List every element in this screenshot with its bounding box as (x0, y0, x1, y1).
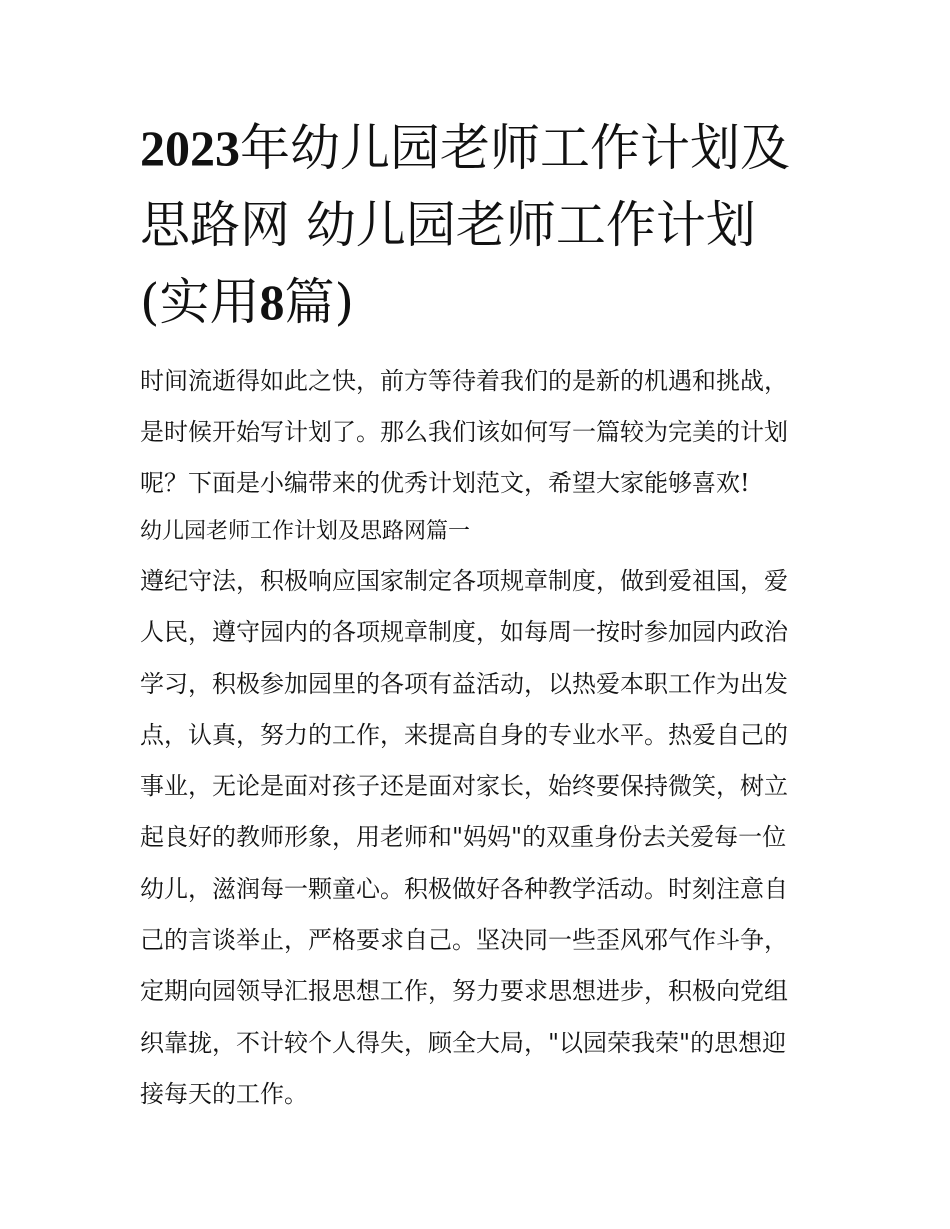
title-year: 2023 (140, 120, 240, 176)
section-heading-text: 幼儿园老师工作计划及思路网篇一 (140, 519, 471, 544)
body-line: 幼儿，滋润每一颗童心。积极做好各种教学活动。时刻注意自 (140, 874, 788, 903)
body-line: 遵纪守法，积极响应国家制定各项规章制度，做到爱祖国，爱 (140, 567, 788, 595)
section-heading (140, 509, 840, 555)
intro-line: 时间流逝得如此之快，前方等待着我们的是新的机遇和挑战， (140, 367, 788, 395)
title-count: 8 (259, 274, 285, 330)
body-line: 学习，积极参加园里的各项有益活动，以热爱本职工作为出发 (140, 669, 788, 698)
body-line: 接每天的工作。 (140, 1079, 308, 1108)
document-title (140, 110, 840, 341)
body-line: 己的言谈举止，严格要求自己。坚决同一些歪风邪气作斗争， (140, 926, 788, 955)
body-line: 人民，遵守园内的各项规章制度，如每周一按时参加园内政治 (140, 618, 788, 647)
intro-paragraph (140, 356, 840, 509)
title-line-3-open: (实用 (140, 273, 260, 331)
section-body-paragraph (140, 556, 840, 1120)
body-line: 起良好的教师形象，用老师和"妈妈"的双重身份去关爱每一位 (140, 823, 787, 852)
body-line: 织靠拢，不计较个人得失，顾全大局，"以园荣我荣"的思想迎 (140, 1028, 787, 1057)
intro-line: 是时候开始写计划了。那么我们该如何写一篇较为完美的计划 (140, 418, 788, 446)
body-line: 定期向园领导汇报思想工作，努力要求思想进步，积极向党组 (140, 977, 788, 1006)
title-line-3-close: 篇) (284, 273, 355, 331)
body-line: 事业，无论是面对孩子还是面对家长，始终要保持微笑，树立 (140, 772, 788, 801)
title-line-2: 思路网 幼儿园老师工作计划 (140, 196, 756, 254)
title-line-1 (140, 110, 840, 187)
title-line-1-text: 年幼儿园老师工作计划及 (240, 119, 790, 177)
title-line-3 (140, 264, 840, 341)
intro-line: 呢？下面是小编带来的优秀计划范文，希望大家能够喜欢! (140, 469, 750, 497)
body-line: 点，认真，努力的工作，来提高自身的专业水平。热爱自己的 (140, 720, 788, 749)
